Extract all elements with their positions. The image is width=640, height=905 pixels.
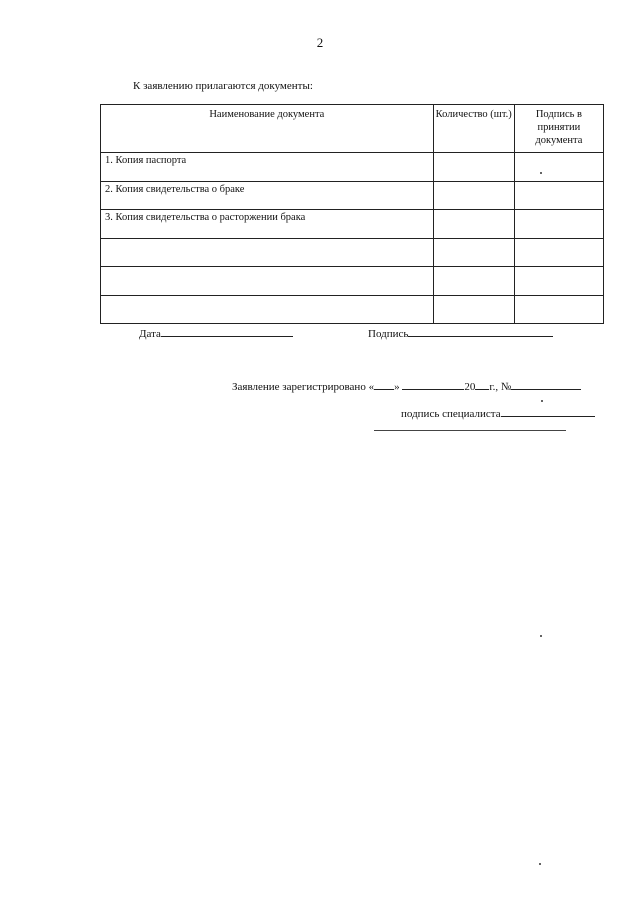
table-row	[101, 295, 604, 324]
signature-field	[368, 325, 553, 340]
signature-cell	[514, 238, 603, 267]
registration-line	[232, 378, 581, 393]
document-name-cell: 2. Копия свидетельства о браке	[101, 181, 434, 210]
specialist-blank-line	[501, 405, 595, 417]
quantity-cell	[433, 238, 514, 267]
header-signature: Подпись в принятии документа	[514, 105, 603, 153]
quantity-cell	[433, 181, 514, 210]
quantity-cell	[433, 153, 514, 182]
date-blank-line	[161, 325, 293, 337]
document-name-cell	[101, 238, 434, 267]
scan-speck	[540, 172, 542, 174]
table-row	[101, 181, 604, 210]
signature-cell	[514, 210, 603, 239]
table-row	[101, 238, 604, 267]
registration-quote-close: »	[394, 381, 400, 393]
quantity-cell	[433, 210, 514, 239]
document-name-cell: 1. Копия паспорта	[101, 153, 434, 182]
registration-day-blank	[374, 378, 394, 390]
signature-blank-line	[408, 325, 553, 337]
quantity-cell	[433, 267, 514, 296]
header-document-name: Наименование документа	[101, 105, 434, 153]
specialist-label: подпись специалиста	[401, 408, 501, 420]
registration-number-blank	[511, 378, 581, 390]
quantity-cell	[433, 295, 514, 324]
registration-year-suffix: г., №	[489, 381, 512, 393]
document-name-cell	[101, 295, 434, 324]
page-number: 2	[316, 35, 324, 50]
signature-cell	[514, 181, 603, 210]
scan-speck	[539, 863, 541, 865]
blank-line	[374, 430, 566, 431]
scan-speck	[541, 400, 543, 402]
table-row	[101, 267, 604, 296]
table-header-row	[101, 105, 604, 153]
specialist-signature-field	[401, 405, 595, 420]
documents-table	[100, 104, 604, 324]
date-field	[139, 325, 293, 340]
header-quantity: Количество (шт.)	[433, 105, 514, 153]
signature-cell	[514, 295, 603, 324]
scan-speck	[540, 635, 542, 637]
signature-cell	[514, 267, 603, 296]
document-name-cell: 3. Копия свидетельства о расторжении брака	[101, 210, 434, 239]
attachments-intro: К заявлению прилагаются документы:	[133, 80, 313, 92]
date-label: Дата	[139, 328, 161, 340]
table-row	[101, 210, 604, 239]
document-name-cell	[101, 267, 434, 296]
signature-cell	[514, 153, 603, 182]
registration-year-blank	[475, 378, 489, 390]
registration-year-prefix: 20	[464, 381, 476, 393]
registration-month-blank	[402, 378, 464, 390]
signature-label: Подпись	[368, 328, 409, 340]
table-row	[101, 153, 604, 182]
registration-prefix: Заявление зарегистрировано «	[232, 381, 375, 393]
